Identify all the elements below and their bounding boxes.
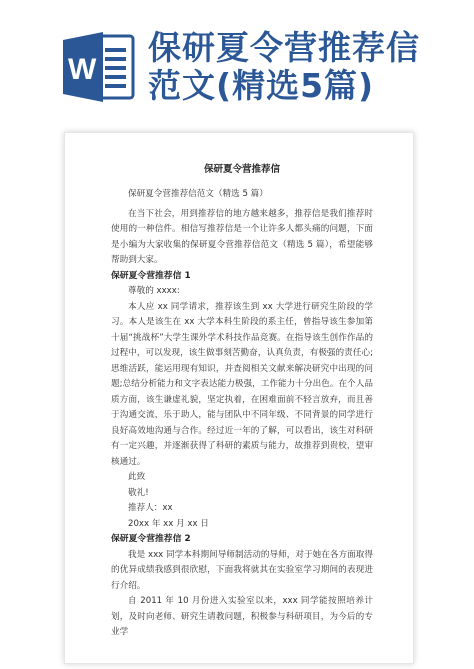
letter-2-heading: 保研夏令营推荐信 2: [111, 534, 191, 544]
page-header: [0, 0, 474, 118]
header-title-line-1: 保研夏令营推荐信: [148, 28, 420, 67]
intro-paragraph: 在当下社会，用到推荐信的地方越来越多，推荐信是我们推荐时使用的一种信件。相信写推荐信是一个让许多人都头痛的问题，下面是小编为大家收集的保研夏令营推荐信范文（精选 5 篇），希望能够帮助到大家。: [111, 208, 373, 265]
document-page: [64, 132, 414, 664]
letter-2-body-2: 自 2011 年 10 月份进入实验室以来，xxx 同学能按照培养计划，及时向老师、研究生请教问题，积极参与科研项目，为今后的专业学: [111, 596, 373, 637]
letter-1-closing-1: 此致: [128, 472, 146, 482]
letter-1-closing-2: 敬礼!: [128, 487, 149, 498]
letter-1-greeting: 尊敬的 xxxx:: [128, 286, 180, 296]
letter-1-signer: 推荐人：xx: [128, 503, 173, 513]
letter-1-date: 20xx 年 xx 月 xx 日: [128, 518, 209, 529]
letter-1-body: 本人应 xx 同学请求，推荐该生到 xx 大学进行研究生阶段的学习。本人是该生在 xx 大学本科生阶段的系主任，曾指导该生参加第十届“挑战杯”大学生课外学术科技作品竞赛。在指导该生创作作品的过程中，可以发现，该生做事刻苦勤奋，认真负责，有极强的责任心;思维活跃，能运用现有知识，并查阅相关文献来解决研究中出现的问题;总结分析能力和文字表达能力极强，工作能力十分出色。在个人品质方面，该生谦虚礼貌，坚定执着，在困难面前不轻言放弃，而且善于沟通交流，乐于助人，能与团队中不同年级、不同背景的同学进行良好高效地沟通与合作。经过近一年的了解，可以看出，该生对科研有一定兴趣，并逐渐获得了科研的素质与能力，故推荐到贵校，望审核通过。: [111, 301, 373, 467]
document-content: [111, 161, 373, 641]
document-title: 保研夏令营推荐信: [203, 164, 280, 175]
document-subtitle: 保研夏令营推荐信范文（精选 5 篇）: [128, 189, 268, 199]
letter-2-body-1: 我是 xxx 同学本科期间导师制活动的导师，对于她在各方面取得的优异成绩我感到很欣慰，下面我将就其在实验室学习期间的表现进行介绍。: [111, 549, 373, 591]
header-title-line-2: 范文(精选5篇): [148, 66, 375, 105]
word-icon: [63, 30, 135, 104]
svg-text:W: W: [68, 53, 97, 86]
letter-1-heading: 保研夏令营推荐信 1: [111, 270, 191, 281]
